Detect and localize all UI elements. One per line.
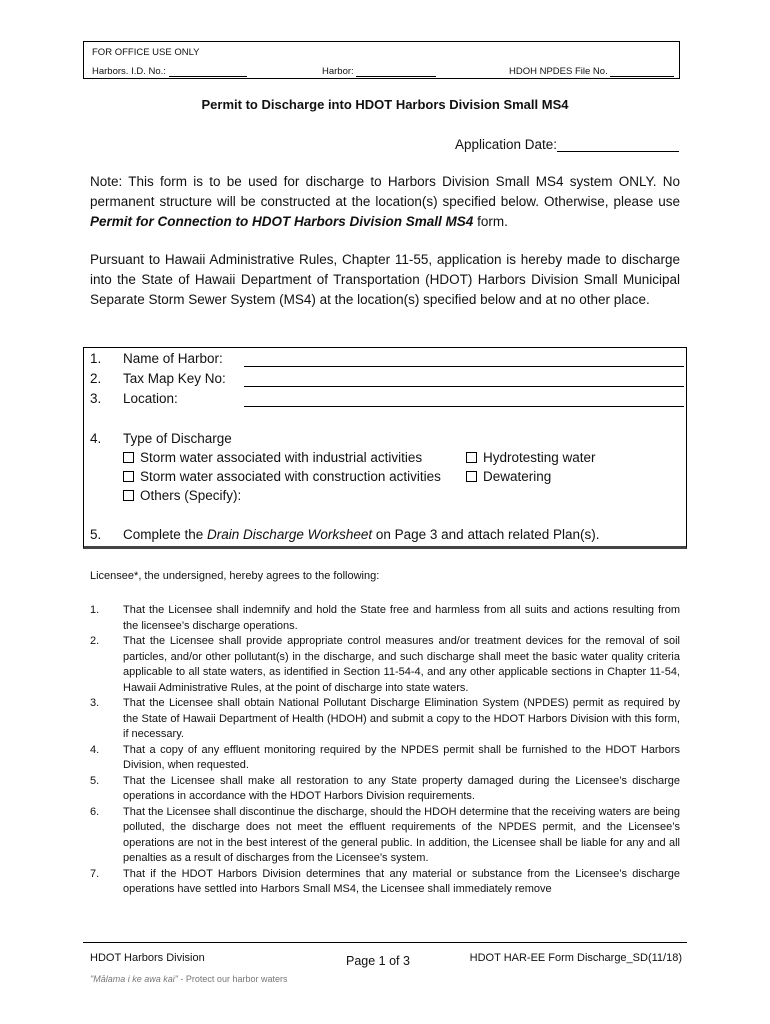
- worksheet-prefix: Complete the: [123, 527, 208, 542]
- harbor-label: Harbor:: [322, 66, 354, 77]
- motto-italic: "Mālama i ke awa kai": [90, 974, 178, 984]
- worksheet-instruction: [123, 527, 600, 542]
- option-label: Storm water associated with industrial activities: [140, 450, 423, 465]
- page-number: Page 1 of 3: [346, 954, 410, 968]
- field-number: 3.: [90, 391, 102, 406]
- form-code: HDOT HAR-EE Form Discharge_SD(11/18): [469, 952, 682, 964]
- office-use-title: FOR OFFICE USE ONLY: [92, 47, 200, 58]
- page-title: Permit to Discharge into HDOT Harbors Division Small MS4: [201, 97, 569, 112]
- tax-map-key-line[interactable]: [244, 386, 684, 387]
- application-date-label: Application Date:: [454, 137, 557, 152]
- term-number: 7.: [90, 867, 100, 880]
- harbors-id-label: Harbors. I.D. No.:: [92, 66, 166, 77]
- term-text: That the Licensee shall obtain National Pollutant Discharge Elimination System (NPDES) permit as required by the State of Hawaii Department of Health (HDOH) and submit a copy to the HDOT Harbors Division with this form, if necessary.: [123, 697, 680, 740]
- option-others[interactable]: [123, 488, 241, 503]
- harbors-id-field[interactable]: [92, 66, 247, 77]
- term-item: [90, 805, 680, 867]
- harbor-line[interactable]: [356, 66, 436, 77]
- field-label: Name of Harbor:: [123, 351, 223, 366]
- term-item: [90, 743, 680, 774]
- term-item: [90, 774, 680, 805]
- motto-rest: - Protect our harbor waters: [177, 974, 288, 984]
- checkbox[interactable]: [466, 471, 477, 482]
- terms-list: [90, 603, 680, 898]
- application-date-field[interactable]: [455, 137, 679, 152]
- term-text: That a copy of any effluent monitoring required by the NPDES permit shall be furnished to the HDOT Harbors Division, when requested.: [123, 743, 680, 771]
- npdes-line[interactable]: [610, 66, 674, 77]
- worksheet-suffix: on Page 3 and attach related Plan(s).: [372, 527, 600, 542]
- note-suffix: form.: [473, 214, 508, 229]
- checkbox[interactable]: [123, 452, 134, 463]
- location-line[interactable]: [244, 406, 684, 407]
- term-number: 6.: [90, 805, 100, 818]
- term-number: 1.: [90, 604, 100, 616]
- checkbox[interactable]: [123, 471, 134, 482]
- term-number: 4.: [90, 743, 100, 756]
- pursuant-paragraph: Pursuant to Hawaii Administrative Rules, Chapter 11-55, application is hereby made to discharge into the State of Hawaii Department of Transportation (HDOT) Harbors Division Small Municipal Separate Storm Sewer System (MS4) at the location(s) specified below and at no other place.: [90, 252, 680, 307]
- term-text: That if the HDOT Harbors Division determines that any material or substance from the Licensee’s discharge operations have settled into Harbors Small MS4, the Licensee shall immediately remove: [123, 867, 680, 895]
- field-number: 2.: [90, 371, 102, 386]
- option-label: Storm water associated with construction activities: [140, 469, 441, 484]
- application-fields-box: [83, 347, 687, 549]
- field-label: Tax Map Key No:: [123, 371, 226, 386]
- term-text: That the Licensee shall provide appropriate control measures and/or treatment devices for the removal of soil particles, and/or other pollutant(s) in the discharge, and such discharge shall meet the basic water quality criteria applicable to all state waters, as identified in Section 11-54-4, and any other applicable sections in Chapter 11-54, Hawaii Administrative Rules, at the point of discharge into state waters.: [123, 635, 680, 694]
- term-item: [90, 634, 680, 696]
- option-dewatering[interactable]: [466, 469, 551, 484]
- term-number: 2.: [90, 635, 100, 647]
- term-item: [90, 603, 680, 634]
- note-emphasis: Permit for Connection to HDOT Harbors Division Small MS4: [90, 214, 474, 229]
- harbors-id-line[interactable]: [169, 66, 247, 77]
- option-storm-industrial[interactable]: [123, 450, 422, 465]
- worksheet-emphasis: Drain Discharge Worksheet: [207, 527, 373, 542]
- field-number: 5.: [90, 527, 102, 542]
- option-label: Hydrotesting water: [483, 450, 596, 465]
- checkbox[interactable]: [123, 490, 134, 501]
- option-hydrotesting[interactable]: [466, 450, 596, 465]
- term-text: That the Licensee shall make all restoration to any State property damaged during the Licensee’s discharge operations in accordance with the HDOT Harbors Division requirements.: [123, 774, 680, 802]
- office-use-box: [83, 41, 680, 79]
- term-item: [90, 696, 680, 743]
- term-text: That the Licensee shall indemnify and hold the State free and harmless from all suits and actions resulting from the licensee’s discharge operations.: [123, 604, 680, 632]
- harbor-name-line[interactable]: [244, 366, 684, 367]
- field-number: 4.: [90, 431, 102, 446]
- application-date-line[interactable]: [557, 139, 679, 152]
- field-label: Location:: [123, 391, 178, 406]
- footer-division: HDOT Harbors Division: [90, 952, 205, 964]
- option-label: Others (Specify):: [140, 488, 242, 503]
- note-text: Note: This form is to be used for discharge to Harbors Division Small MS4 system ONLY. No permanent structure will be constructed at the location(s) specified below. Otherwise, please use: [90, 174, 680, 209]
- footer-divider: [83, 942, 687, 943]
- option-storm-construction[interactable]: [123, 469, 441, 484]
- term-number: 3.: [90, 697, 100, 709]
- harbor-field[interactable]: [322, 66, 436, 77]
- footer-motto: [90, 974, 287, 984]
- agreement-intro: Licensee*, the undersigned, hereby agrees to the following:: [90, 570, 380, 582]
- note-paragraph: [90, 172, 680, 232]
- term-text: That the Licensee shall discontinue the discharge, should the HDOH determine that the receiving waters are being polluted, the discharge does not meet the effluent requirements of the NPDES permit, and the Licensee’s operations are not in the best interest of the general public. In addition, the Licensee shall be liable for any and all penalties as a result of discharges from the Licensee’s system.: [123, 805, 680, 864]
- npdes-field[interactable]: [509, 66, 674, 77]
- discharge-type-label: Type of Discharge: [123, 431, 232, 446]
- term-item: [90, 867, 680, 898]
- checkbox[interactable]: [466, 452, 477, 463]
- npdes-label: HDOH NPDES File No.: [509, 66, 608, 77]
- field-number: 1.: [90, 351, 102, 366]
- option-label: Dewatering: [483, 469, 552, 484]
- term-number: 5.: [90, 774, 100, 787]
